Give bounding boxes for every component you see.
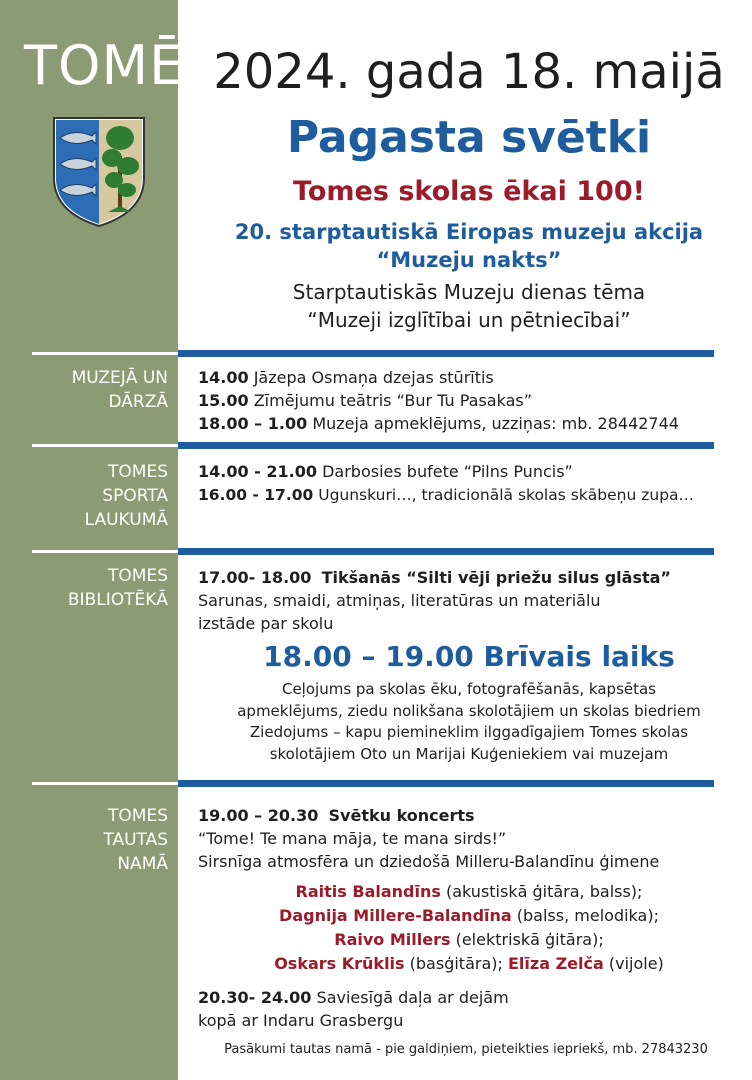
section-divider [32,548,714,555]
section-divider [32,780,714,787]
section-divider [32,442,714,449]
museum-action-line: 20. starptautiskā Eiropas muzeju akcija [234,220,704,244]
place-name: TOMĒ [24,34,185,97]
page-title: Pagasta svētki [286,112,652,163]
section-label-library: TOMES BIBLIOTĒKĀ [67,566,168,610]
museum-night-line: “Muzeju nakts” [376,248,562,272]
note-line: “Tome! Te mana māja, te mana sirds!” [198,829,507,848]
event-date: 2024. gada 18. maijā [213,44,725,100]
event-line: 16.00 - 17.00 Ugunskuri…, tradicionālā skolas skābeņu zupa… [198,486,695,504]
note-line: izstāde par skolu [198,614,334,633]
free-time-heading: 18.00 – 19.00 Brīvais laiks [263,640,675,673]
performer-line: Raitis Balandīns (akustiskā ģitāra, balss); [295,882,643,901]
section-label-community-house: TOMES TAUTAS NAMĀ [103,806,168,874]
theme-line: Starptautiskās Muzeju dienas tēma [292,280,646,304]
subtitle: Tomes skolas ēkai 100! [293,176,645,207]
note-line: kopā ar Indaru Grasbergu [198,1011,404,1030]
performers-list [194,880,744,976]
event-line: 17.00- 18.00 Tikšanās “Silti vēji priežu silus glāsta” [198,568,671,587]
coat-of-arms-icon [52,116,146,228]
event-line: 15.00 Zīmējumu teātris “Bur Tu Pasakas” [198,391,533,410]
performer-line: Dagnija Millere-Balandīna (balss, melodika); [279,906,659,925]
footer-note: Pasākumi tautas namā - pie galdiņiem, pieteikties iepriekš, mb. 27843230 [224,1042,708,1057]
note-line: Sarunas, smaidi, atmiņas, literatūras un materiālu [198,591,601,610]
event-line: 18.00 – 1.00 Muzeja apmeklējums, uzziņas: mb. 28442744 [198,414,679,433]
event-line: 20.30- 24.00 Saviesīgā daļa ar dejām [198,988,509,1007]
event-line: 19.00 – 20.30 Svētku koncerts [198,806,475,825]
event-line: 14.00 - 21.00 Darbosies bufete “Pilns Puncis” [198,462,573,481]
performer-line: Oskars Krūklis (basģitāra); Elīza Zelča (vijole) [274,954,664,973]
performer-line: Raivo Millers (elektriskā ģitāra); [334,930,604,949]
section-label-sports: TOMES SPORTA LAUKUMĀ [84,462,168,530]
event-line: 14.00 Jāzepa Osmaņa dzejas stūrītis [198,368,494,387]
section-divider [32,350,714,357]
section-label-museum: MUZEJĀ UN DĀRZĀ [71,368,168,412]
theme-title-line: “Muzeji izglītībai un pētniecībai” [307,308,631,332]
free-time-details: Ceļojums pa skolas ēku, fotografēšanās, kapsētas apmeklējums, ziedu nolikšana skolotājiem un skolas biedriem Ziedojums – kapu piemineklim ilggadīgajiem Tomes skolas skolotājiem Oto un Marijai Kuģeniekiem vai muzejam [237,680,701,763]
note-line: Sirsnīga atmosfēra un dziedošā Milleru-Balandīnu ģimene [198,852,660,871]
